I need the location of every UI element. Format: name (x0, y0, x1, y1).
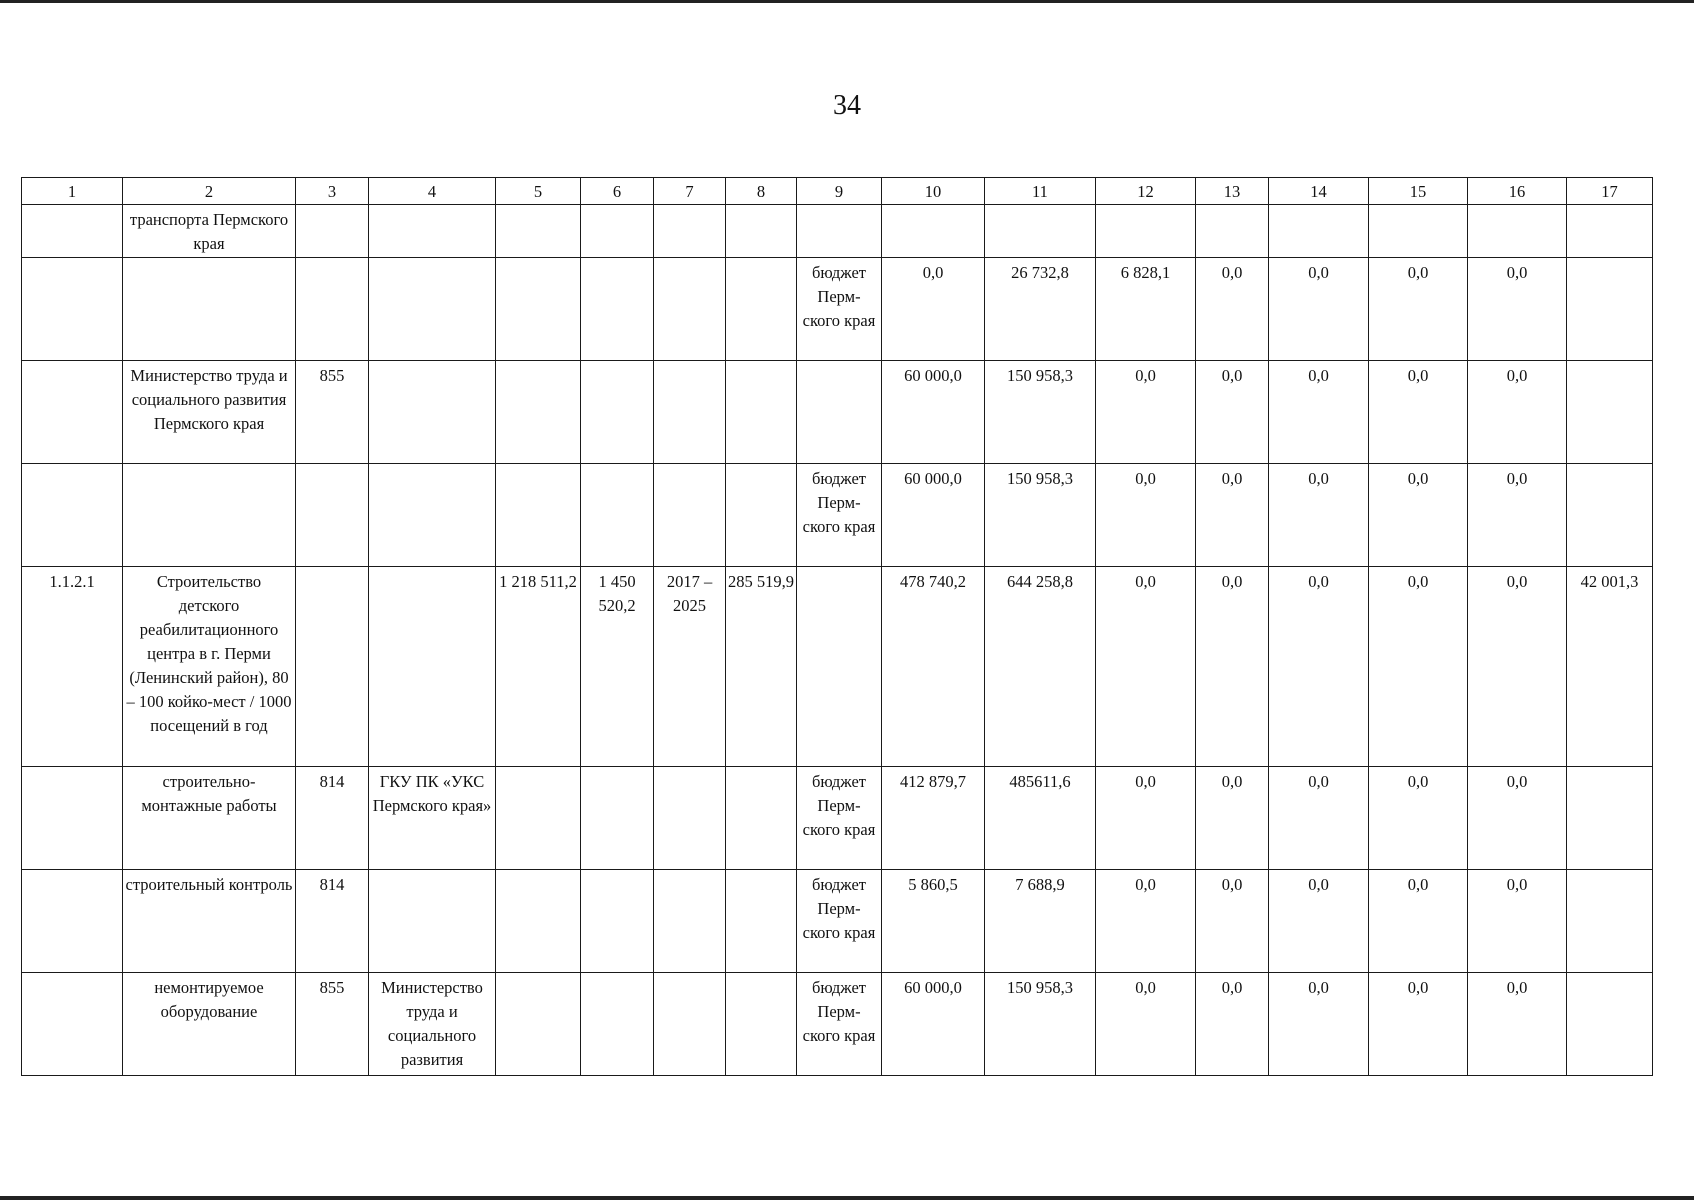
table-cell: 0,0 (882, 258, 985, 361)
table-cell (22, 767, 123, 870)
table-cell (726, 258, 797, 361)
table-cell: 1 450 520,2 (581, 567, 654, 767)
header-cell: 13 (1196, 178, 1269, 205)
table-cell (581, 973, 654, 1076)
table-cell (654, 205, 726, 258)
table-cell: ГКУ ПК «УКС Пермского края» (369, 767, 496, 870)
table-cell: 0,0 (1468, 258, 1567, 361)
table-cell (654, 258, 726, 361)
table-cell (123, 464, 296, 567)
table-cell (123, 258, 296, 361)
table-cell: 0,0 (1096, 767, 1196, 870)
table-cell: 7 688,9 (985, 870, 1096, 973)
table-cell: 412 879,7 (882, 767, 985, 870)
table-cell (726, 361, 797, 464)
table-cell (1567, 973, 1653, 1076)
table-cell: транспорта Пермского края (123, 205, 296, 258)
table-cell: 1 218 511,2 (496, 567, 581, 767)
table-cell (797, 361, 882, 464)
table-cell (369, 567, 496, 767)
table-cell: 0,0 (1369, 973, 1468, 1076)
table-cell (726, 767, 797, 870)
table-cell (726, 973, 797, 1076)
header-cell: 1 (22, 178, 123, 205)
table-cell: 0,0 (1468, 464, 1567, 567)
scan-bottom-edge (0, 1196, 1694, 1200)
table-cell (296, 205, 369, 258)
table-cell: 644 258,8 (985, 567, 1096, 767)
table-cell (22, 464, 123, 567)
table-cell: 0,0 (1269, 767, 1369, 870)
table-cell (296, 567, 369, 767)
table-cell: 5 860,5 (882, 870, 985, 973)
header-cell: 9 (797, 178, 882, 205)
table-cell: 1.1.2.1 (22, 567, 123, 767)
page-number: 34 (833, 90, 861, 121)
table-cell: 0,0 (1369, 464, 1468, 567)
table-row (22, 870, 1653, 973)
table-row (22, 258, 1653, 361)
table-cell: 0,0 (1196, 361, 1269, 464)
table-cell (654, 767, 726, 870)
table-cell: 0,0 (1096, 567, 1196, 767)
table-cell: 0,0 (1468, 567, 1567, 767)
table-cell: 0,0 (1196, 767, 1269, 870)
table-cell (1369, 205, 1468, 258)
header-cell: 11 (985, 178, 1096, 205)
table-cell (496, 767, 581, 870)
table-cell: бюджет Перм-ского края (797, 464, 882, 567)
table-cell: 0,0 (1269, 870, 1369, 973)
table-cell (882, 205, 985, 258)
table-cell (22, 870, 123, 973)
table-row (22, 567, 1653, 767)
table-cell: 0,0 (1096, 464, 1196, 567)
table-cell: бюджет Перм-ского края (797, 870, 882, 973)
table-cell: 0,0 (1096, 973, 1196, 1076)
table-cell: 0,0 (1196, 258, 1269, 361)
table-cell: 0,0 (1468, 973, 1567, 1076)
table-cell (654, 361, 726, 464)
table-cell: бюджет Перм-ского края (797, 767, 882, 870)
table-cell (726, 870, 797, 973)
table-cell: 60 000,0 (882, 973, 985, 1076)
header-row (22, 178, 1653, 205)
table-cell (296, 464, 369, 567)
table-cell: 60 000,0 (882, 464, 985, 567)
table-cell: 0,0 (1196, 464, 1269, 567)
table-row (22, 205, 1653, 258)
header-cell: 7 (654, 178, 726, 205)
table-cell (1567, 361, 1653, 464)
table-cell (496, 258, 581, 361)
table-cell: 0,0 (1196, 973, 1269, 1076)
table-cell: 0,0 (1196, 870, 1269, 973)
table-cell: 0,0 (1468, 767, 1567, 870)
table-cell: немонтируемое оборудование (123, 973, 296, 1076)
table-cell (369, 258, 496, 361)
table-row (22, 973, 1653, 1076)
table-cell: строительно-монтажные работы (123, 767, 296, 870)
table-cell (496, 973, 581, 1076)
header-cell: 5 (496, 178, 581, 205)
table-cell (22, 205, 123, 258)
table-cell (581, 464, 654, 567)
table-cell (1567, 870, 1653, 973)
table-cell (22, 361, 123, 464)
table-cell: 0,0 (1369, 258, 1468, 361)
header-cell: 4 (369, 178, 496, 205)
header-cell: 12 (1096, 178, 1196, 205)
table-cell (1196, 205, 1269, 258)
table-cell: 855 (296, 361, 369, 464)
table-row (22, 361, 1653, 464)
table-cell (22, 258, 123, 361)
header-cell: 15 (1369, 178, 1468, 205)
table-cell (496, 205, 581, 258)
table-cell: 0,0 (1269, 973, 1369, 1076)
table-cell: 6 828,1 (1096, 258, 1196, 361)
table-cell (496, 464, 581, 567)
scan-top-edge (0, 0, 1694, 3)
table-cell: 150 958,3 (985, 464, 1096, 567)
table-cell (1567, 464, 1653, 567)
header-cell: 17 (1567, 178, 1653, 205)
budget-table (21, 177, 1653, 1076)
table-cell: бюджет Перм-ского края (797, 258, 882, 361)
table-cell (654, 973, 726, 1076)
table-cell (726, 464, 797, 567)
table-cell: 478 740,2 (882, 567, 985, 767)
table-cell: 42 001,3 (1567, 567, 1653, 767)
table-cell: 150 958,3 (985, 973, 1096, 1076)
table-cell (654, 870, 726, 973)
table-cell: 0,0 (1369, 361, 1468, 464)
table-cell: 485611,6 (985, 767, 1096, 870)
table-cell (581, 205, 654, 258)
table-cell: 0,0 (1468, 870, 1567, 973)
table-cell (369, 205, 496, 258)
table-cell (496, 870, 581, 973)
table-cell: 814 (296, 767, 369, 870)
table-cell (1567, 205, 1653, 258)
table-cell: 0,0 (1269, 258, 1369, 361)
table-cell: строительный контроль (123, 870, 296, 973)
table-row (22, 767, 1653, 870)
table-cell (654, 464, 726, 567)
table-cell: 0,0 (1269, 567, 1369, 767)
table-cell (22, 973, 123, 1076)
table-cell (797, 205, 882, 258)
table-cell: Министерство труда и социального развития (369, 973, 496, 1076)
table-cell (369, 361, 496, 464)
table-cell (985, 205, 1096, 258)
header-cell: 3 (296, 178, 369, 205)
table-cell: 26 732,8 (985, 258, 1096, 361)
table-cell: 0,0 (1369, 767, 1468, 870)
table-cell: 814 (296, 870, 369, 973)
header-cell: 14 (1269, 178, 1369, 205)
header-cell: 8 (726, 178, 797, 205)
header-cell: 10 (882, 178, 985, 205)
table-cell: Министерство труда и социального развития Пермского края (123, 361, 296, 464)
table-cell (581, 258, 654, 361)
table-cell (797, 567, 882, 767)
table-cell: 0,0 (1369, 870, 1468, 973)
header-cell: 6 (581, 178, 654, 205)
table-cell (369, 464, 496, 567)
table-cell: бюджет Перм-ского края (797, 973, 882, 1076)
table-cell (581, 870, 654, 973)
table-cell: 855 (296, 973, 369, 1076)
header-cell: 2 (123, 178, 296, 205)
table-cell (1567, 767, 1653, 870)
table-cell (296, 258, 369, 361)
table-cell: 60 000,0 (882, 361, 985, 464)
table-cell (496, 361, 581, 464)
table-cell (1096, 205, 1196, 258)
table-row (22, 464, 1653, 567)
table-cell: 0,0 (1369, 567, 1468, 767)
table-cell: Строительство детского реабилитационного центра в г. Перми (Ленинский район), 80 – 100 койко-мест / 1000 посещений в год (123, 567, 296, 767)
table-cell: 0,0 (1468, 361, 1567, 464)
table-cell: 0,0 (1269, 361, 1369, 464)
table-cell: 150 958,3 (985, 361, 1096, 464)
table-cell (369, 870, 496, 973)
table-cell: 0,0 (1196, 567, 1269, 767)
table-cell (581, 361, 654, 464)
table-cell: 285 519,9 (726, 567, 797, 767)
table-cell (1468, 205, 1567, 258)
header-cell: 16 (1468, 178, 1567, 205)
table-cell (726, 205, 797, 258)
table-cell (1269, 205, 1369, 258)
table-cell: 2017 – 2025 (654, 567, 726, 767)
table-cell: 0,0 (1269, 464, 1369, 567)
table-cell (581, 767, 654, 870)
table-cell: 0,0 (1096, 361, 1196, 464)
table-cell (1567, 258, 1653, 361)
table-cell: 0,0 (1096, 870, 1196, 973)
